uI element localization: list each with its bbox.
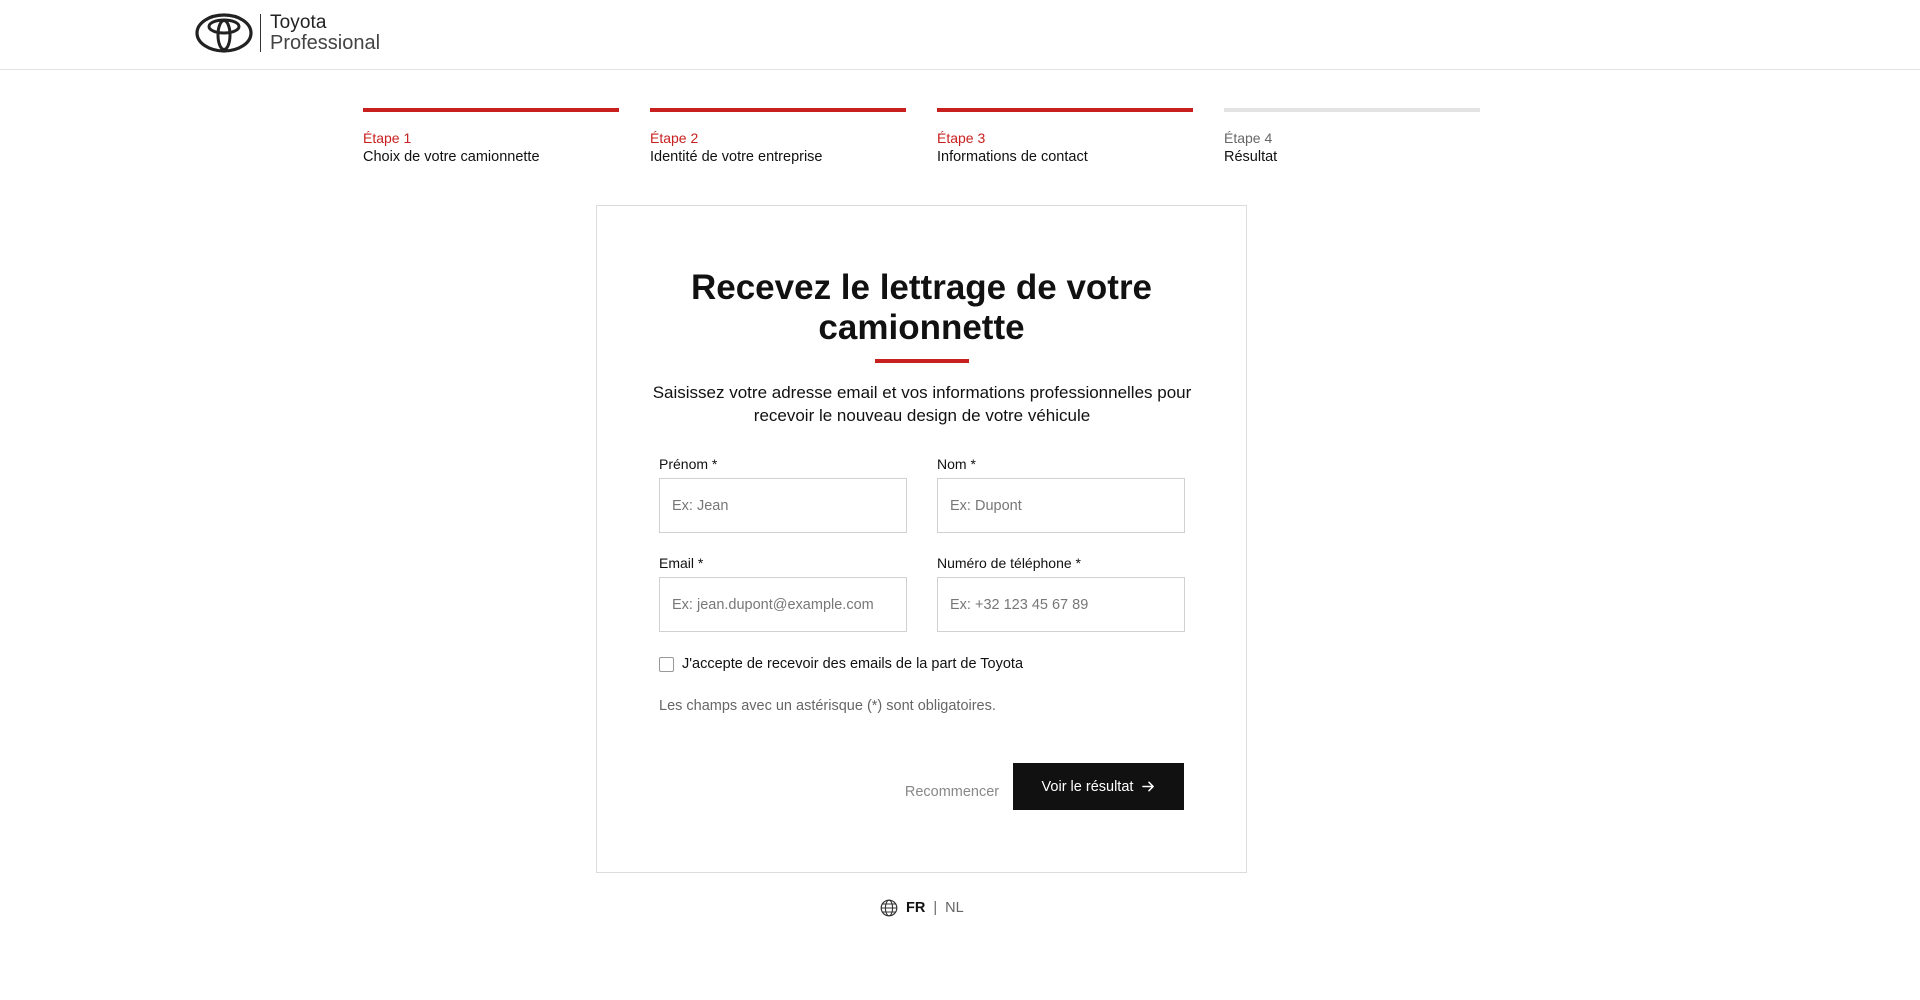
step-4-label: Résultat xyxy=(1224,149,1278,165)
view-result-button[interactable] xyxy=(1013,763,1184,810)
step-2-label: Identité de votre entreprise xyxy=(650,149,823,165)
email-field xyxy=(659,555,907,632)
logo-text xyxy=(270,12,380,54)
consent-checkbox[interactable] xyxy=(659,657,674,672)
form-description: Saisissez votre adresse email et vos informations professionnelles pour recevoir le nouveau design de votre véhicule xyxy=(652,383,1192,425)
arrow-right-icon xyxy=(1142,780,1155,793)
step-3-bar xyxy=(937,108,1193,112)
globe-icon xyxy=(880,899,898,917)
nom-field xyxy=(937,456,1185,533)
consent-row[interactable] xyxy=(659,656,1023,672)
site-header xyxy=(0,0,1920,70)
restart-button[interactable]: Recommencer xyxy=(897,777,1007,807)
step-3 xyxy=(937,108,1193,165)
language-nl[interactable]: NL xyxy=(945,900,964,916)
email-input[interactable] xyxy=(659,577,907,632)
form-title-bold: votre camionnette xyxy=(818,268,1153,347)
language-fr[interactable]: FR xyxy=(906,900,926,916)
form-title-regular: Recevez le lettrage de xyxy=(690,268,1067,307)
logo-brand-text: Toyota xyxy=(270,12,327,33)
telephone-label: Numéro de téléphone * xyxy=(937,555,1081,571)
contact-form-card xyxy=(596,205,1247,873)
step-4-bar xyxy=(1224,108,1480,112)
progress-steps xyxy=(363,108,1480,165)
required-fields-note: Les champs avec un astérisque (*) sont obligatoires. xyxy=(659,698,996,714)
nom-input[interactable] xyxy=(937,478,1185,533)
toyota-emblem-icon xyxy=(195,13,253,53)
step-4-number: Étape 4 xyxy=(1224,130,1273,146)
step-1-bar xyxy=(363,108,619,112)
email-label: Email * xyxy=(659,555,704,571)
step-1-number: Étape 1 xyxy=(363,130,412,146)
view-result-label: Voir le résultat xyxy=(1041,778,1134,795)
telephone-field xyxy=(937,555,1185,632)
logo-divider xyxy=(260,14,261,52)
nom-label: Nom * xyxy=(937,456,976,472)
step-2-number: Étape 2 xyxy=(650,130,699,146)
step-4 xyxy=(1224,108,1480,165)
title-underline xyxy=(875,359,969,363)
step-3-label: Informations de contact xyxy=(937,149,1088,165)
step-1 xyxy=(363,108,619,165)
toyota-professional-logo[interactable] xyxy=(195,12,380,54)
step-2 xyxy=(650,108,906,165)
step-3-number: Étape 3 xyxy=(937,130,986,146)
step-2-bar xyxy=(650,108,906,112)
form-title xyxy=(597,268,1246,348)
language-separator: | xyxy=(933,900,938,916)
telephone-input[interactable] xyxy=(937,577,1185,632)
prenom-input[interactable] xyxy=(659,478,907,533)
prenom-field xyxy=(659,456,907,533)
step-1-label: Choix de votre camionnette xyxy=(363,149,540,165)
consent-label: J'accepte de recevoir des emails de la part de Toyota xyxy=(682,656,1024,672)
language-switcher xyxy=(880,899,964,917)
prenom-label: Prénom * xyxy=(659,456,718,472)
logo-sub-text: Professional xyxy=(270,32,381,54)
